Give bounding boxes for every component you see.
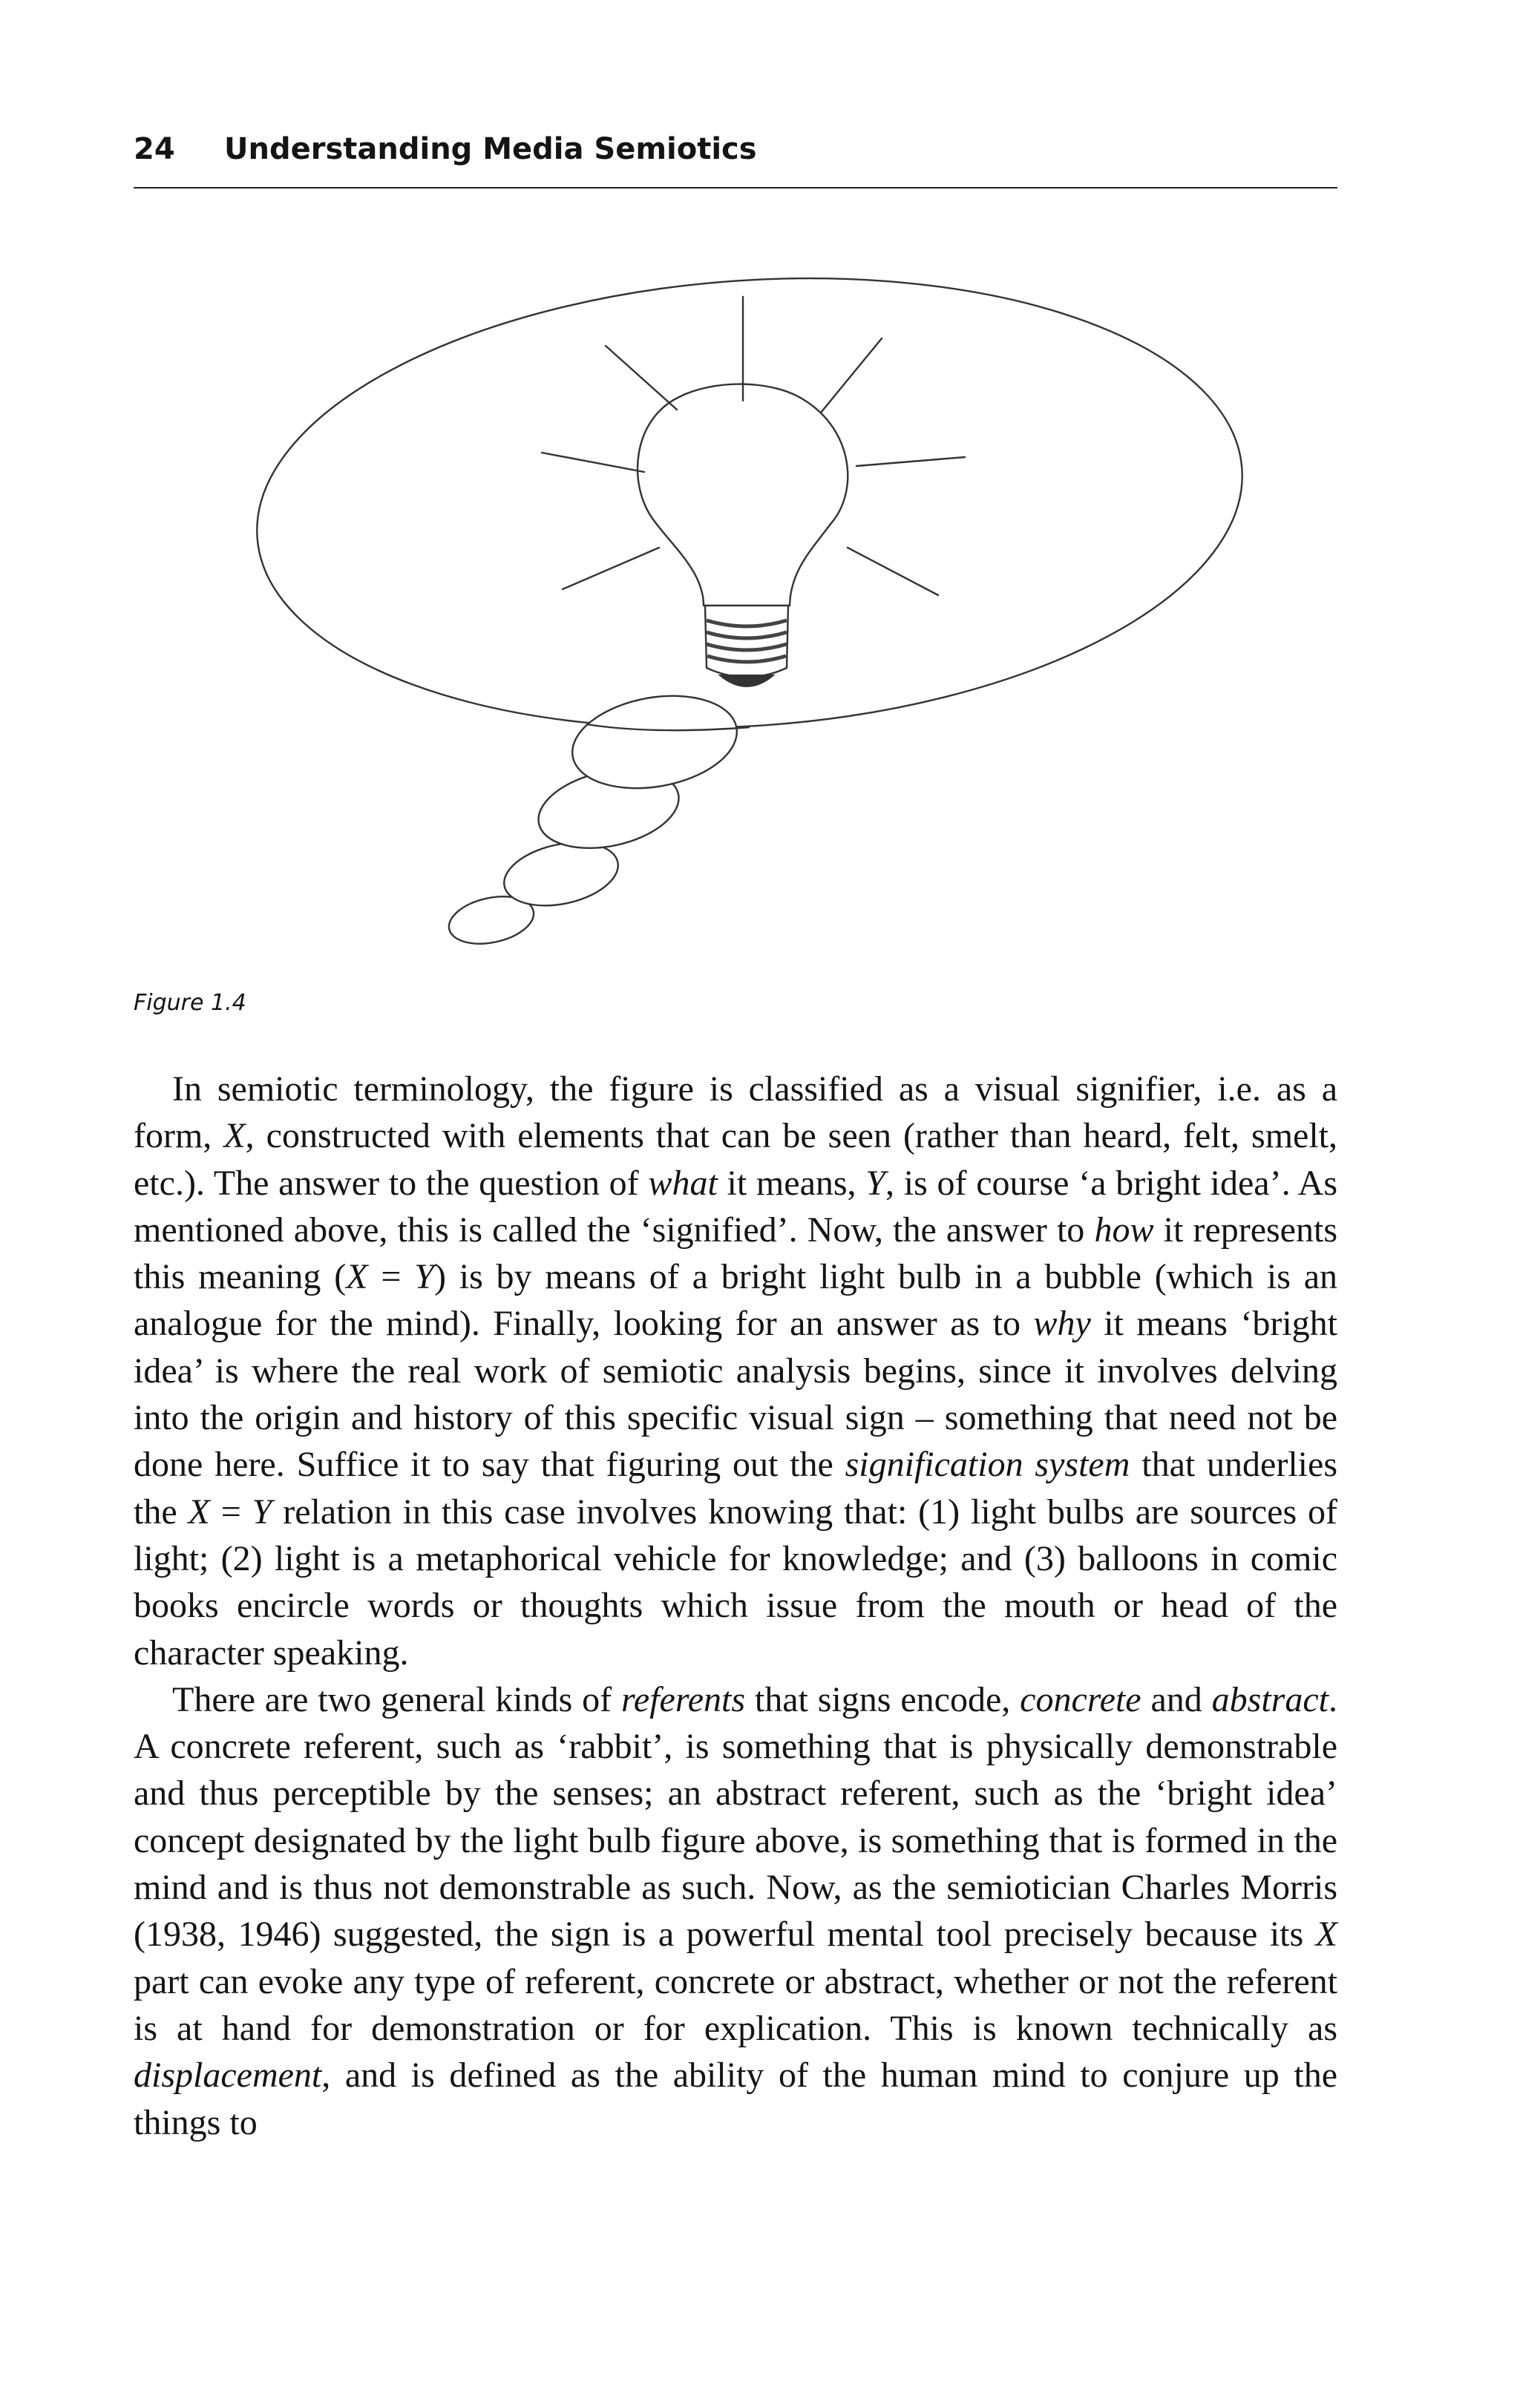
page-number: 24 [134,132,175,166]
italic-run: X [188,1492,210,1532]
text-run: and [1141,1679,1212,1719]
paragraph-1 [134,1066,1337,1676]
text-run: , constructed with elements that can be seen (rather than heard, felt, smelt, etc.). The answer to the question of [134,1116,1338,1203]
italic-run: concrete [1020,1679,1141,1719]
paragraph-2 [134,1676,1337,2146]
italic-run: what [648,1163,718,1203]
figure-caption: Figure 1.4 [134,990,246,1016]
italic-run: Y [865,1163,885,1203]
italic-run: how [1094,1210,1154,1250]
light-bulb-in-thought-bubble-icon [238,252,1277,965]
text-run: , is of course ‘a bright idea’. As mentioned above, this is called the ‘signified’. Now, the answer to [134,1163,1338,1250]
italic-run: Y [252,1492,272,1532]
text-run: that signs encode, [745,1679,1021,1719]
italic-run: signification system [845,1445,1130,1485]
italic-run: referents [620,1679,746,1719]
ray-right [856,457,965,466]
light-bulb-figure [238,252,1277,965]
text-run: ) is by means of a bright light bulb in a bubble (which is an analogue for the mind). Finally, looking for an answer as to [134,1257,1337,1344]
italic-run: X [223,1116,246,1156]
ray-upper-left [606,346,677,410]
italic-run: X [346,1257,368,1297]
text-run: . A concrete referent, such as ‘rabbit’, is something that is physically demonstrable and thus perceptible by the senses; an abstract referent, such as the ‘bright idea’ concept designated by the light bulb figure above, is something that is formed in the mind and is thus not demonstrable as such. Now, as the semiotician Charles Morris (1938, 1946) suggested, the sign is a powerful mental tool precisely because its [134,1679,1337,1955]
text-run: relation in this case involves knowing that: (1) light bulbs are sources of light; (2) light is a metaphorical vehicle for knowledge; and (3) balloons in comic books encircle words or thoughts which issue from the mouth or head of the character speaking. [134,1492,1338,1673]
text-run: that underlies the [134,1445,1338,1532]
italic-run: why [1033,1304,1091,1344]
text-run: it means, [717,1163,866,1203]
ray-upper-right [821,338,882,413]
italic-run: displacement [134,2056,322,2096]
italic-run: abstract [1211,1679,1329,1719]
text-run: it means ‘bright idea’ is where the real work of semiotic analysis begins, since it involves delving into the origin and history of this specific visual sign – something that need not be done here. Suffice it to say that figuring out the [134,1304,1337,1485]
running-head: Understanding Media Semiotics [224,132,757,166]
text-run: = [367,1257,415,1297]
bulb-glass [638,384,848,606]
page-header [134,132,1337,191]
ray-lower-left [563,548,659,589]
ray-lower-right [848,548,938,595]
italic-run: X [1315,1915,1337,1955]
italic-run: Y [414,1257,434,1297]
text-run: , and is defined as the ability of the human mind to conjure up the things to [134,2056,1337,2142]
text-run: it represents this meaning ( [134,1210,1338,1297]
ray-left [542,453,644,472]
text-run: There are two general kinds of [172,1679,621,1719]
header-rule [134,187,1337,188]
body-text [134,1066,1337,2146]
bulb-tip [720,675,773,686]
text-run: part can evoke any type of referent, concrete or abstract, whether or not the referent is at hand for demonstration or for explication. This is known technically as [134,1961,1337,2048]
text-run: In semiotic terminology, the figure is classified as a visual signifier, i.e. as a form, [134,1069,1337,1156]
bulb-screw-threads [707,620,787,662]
text-run: = [209,1492,252,1532]
